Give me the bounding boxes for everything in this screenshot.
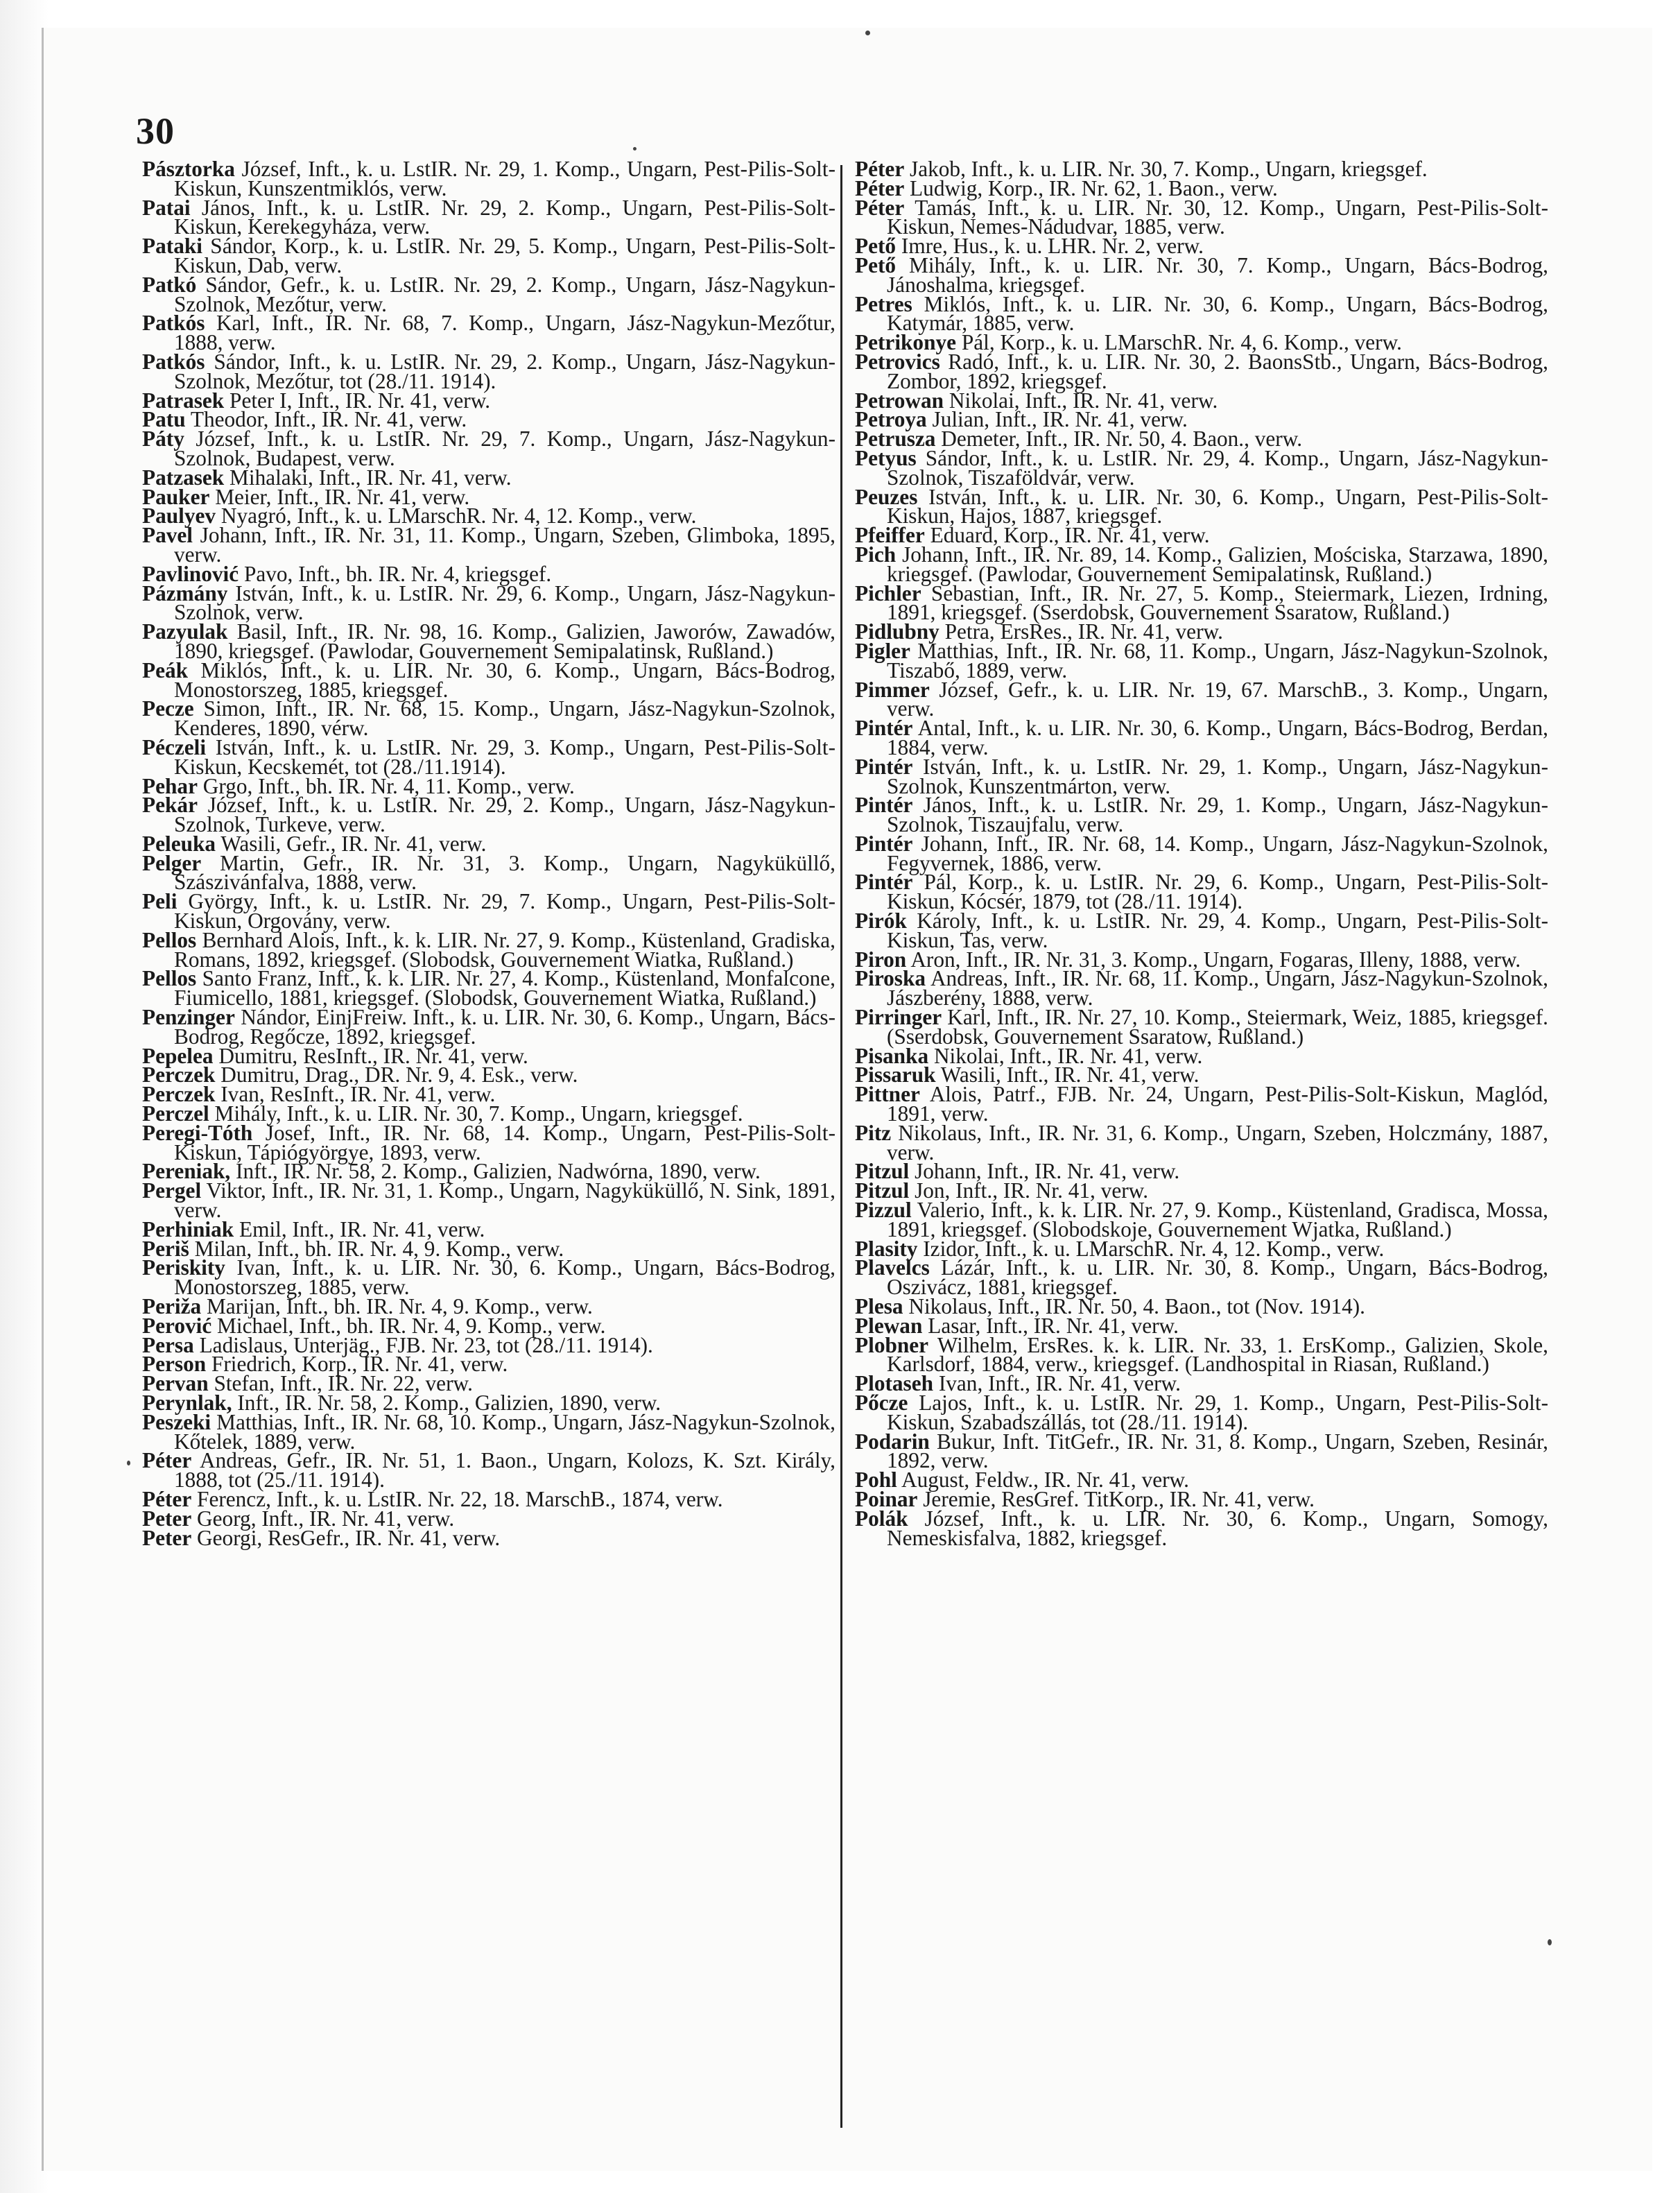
entry-surname: Péczeli [142,734,207,759]
entry-details: Nándor, EinjFreiw. Inft., k. u. LIR. Nr. 30, 6. Komp., Ungarn, Bács-Bodrog, Regőcze, 1892, kriegsgef. [174,1005,836,1049]
entry-surname: Pissaruk [855,1063,936,1087]
register-entry [142,1409,835,1454]
register-entry [855,580,1548,625]
entry-details: Wilhelm, ErsRes. k. k. LIR. Nr. 33, 1. ErsKomp., Galizien, Skole, Karlsdorf, 1884, verw., kriegsgef. (Landhospital in Riasan, Rußland.) [887,1332,1549,1377]
entry-surname: Peter [142,1506,192,1531]
entry-details: Matthias, Inft., IR. Nr. 68, 11. Komp., Ungarn, Jász-Nagykun-Szolnok, Tiszabő, 1889, verw. [887,638,1549,682]
entry-surname: Plesa [855,1294,903,1319]
register-entry [142,966,835,1011]
entry-details: Michael, Inft., bh. IR. Nr. 4, 9. Komp., verw. [217,1313,606,1338]
entry-details: Grgo, Inft., bh. IR. Nr. 4, 11. Komp., verw. [202,773,575,798]
entry-details: János, Inft., k. u. LstIR. Nr. 29, 2. Komp., Ungarn, Pest-Pilis-Solt-Kiskun, Kerekegyháza, verw. [174,195,835,239]
entry-details: Santo Franz, Inft., k. k. LIR. Nr. 27, 4. Komp., Küstenland, Monfalcone, Fiumicello, 1881, kriegsgef. (Slobodsk, Gouvernement Wiatka, Rußland.) [174,966,835,1011]
register-entry [855,1393,1548,1432]
entry-details: István, Inft., k. u. LstIR. Nr. 29, 6. Komp., Ungarn, Jász-Nagykun-Szolnok, verw. [174,580,835,625]
entry-details: Sándor, Korp., k. u. LstIR. Nr. 29, 5. Komp., Ungarn, Pest-Pilis-Solt-Kiskun, Dab, verw. [174,234,835,277]
entry-surname: Person [142,1352,207,1377]
right-column [855,157,1549,1550]
entry-surname: Pereniak, [142,1159,231,1184]
entry-surname: Petyus [855,445,917,470]
entry-details: Bernhard Alois, Inft., k. k. LIR. Nr. 27, 9. Komp., Küstenland, Gradiska, Romans, 1892, kriegsgef. (Slobodsk, Gouvernement Wiatka, Rußland.) [174,927,835,972]
entry-details: Miklós, Inft., k. u. LIR. Nr. 30, 6. Komp., Ungarn, Bács-Bodrog, Katymár, 1885, verw. [887,291,1548,336]
entry-details: Sándor, Inft., k. u. LstIR. Nr. 29, 4. Komp., Ungarn, Jász-Nagykun-Szolnok, Tiszaföldvár, verw. [887,445,1548,490]
register-entry [855,1005,1548,1049]
entry-surname: Penzinger [142,1005,235,1030]
entry-details: Mihalaki, Inft., IR. Nr. 41, verw. [230,465,512,490]
entry-details: Radó, Inft., k. u. LIR. Nr. 30, 2. BaonsStb., Ungarn, Bács-Bodrog, Zombor, 1892, kriegsgef. [887,349,1548,393]
entry-surname: Poinar [855,1486,918,1511]
entry-surname: Persa [142,1332,194,1357]
register-entry [142,234,835,277]
entry-details: Miklós, Inft., k. u. LIR. Nr. 30, 6. Komp., Ungarn, Bács-Bodrog, Monostorszeg, 1885, kriegsgef. [174,657,836,702]
entry-surname: Pervan [142,1371,209,1396]
register-entry [855,911,1548,950]
register-entry [142,580,835,625]
entry-details: Johann, Inft., IR. Nr. 68, 14. Komp., Ungarn, Jász-Nagykun-Szolnok, Fegyvernek, 1886, verw. [887,831,1549,875]
register-entry [142,1525,835,1550]
entry-details: Andreas, Inft., IR. Nr. 68, 11. Komp., Ungarn, Jász-Nagykun-Szolnok, Jászberény, 1888, verw. [887,966,1548,1011]
entry-surname: Pitzul [855,1159,910,1184]
entry-surname: Pőcze [855,1391,908,1415]
entry-details: József, Inft., k. u. LstIR. Nr. 29, 1. Komp., Ungarn, Pest-Pilis-Solt-Kiskun, Kunszentmiklós, verw. [174,157,835,200]
entry-details: Wasili, Gefr., IR. Nr. 41, verw. [220,831,487,856]
entry-surname: Perhiniak [142,1216,234,1241]
entry-surname: Pichler [855,580,921,605]
entry-details: Izidor, Inft., k. u. LMarschR. Nr. 4, 12. Komp., verw. [923,1236,1385,1261]
register-entry [855,966,1548,1011]
entry-surname: Pásztorka [142,157,235,181]
entry-surname: Pergel [142,1178,202,1203]
register-entry [855,677,1549,721]
entry-details: Wasili, Inft., IR. Nr. 41, verw. [940,1063,1200,1087]
register-entry [142,734,835,779]
entry-surname: Péter [855,195,905,220]
entry-details: Jeremie, ResGref. TitKorp., IR. Nr. 41, verw. [923,1486,1315,1511]
register-entry [855,1255,1549,1300]
entry-details: Demeter, Inft., IR. Nr. 50, 4. Baon., verw. [941,427,1303,452]
register-entry [142,793,836,837]
entry-details: Georg, Inft., IR. Nr. 41, verw. [197,1506,455,1531]
entry-details: Johann, Inft., IR. Nr. 89, 14. Komp., Galizien, Mościska, Starzawa, 1890, kriegsgef. (Pawlodar, Gouvernement Semipalatinsk, Rußland.) [887,542,1548,586]
entry-surname: Pataki [142,234,202,259]
entry-surname: Peregi-Tóth [142,1120,253,1145]
entry-surname: Pintér [855,831,913,856]
entry-details: August, Feldw., IR. Nr. 41, verw. [901,1468,1189,1493]
entry-surname: Petrikonye [855,330,957,355]
register-entry [142,1255,836,1300]
entry-details: Aron, Inft., IR. Nr. 31, 3. Komp., Ungarn, Fogaras, Illeny, 1888, verw. [910,947,1521,972]
entry-details: Mihály, Inft., k. u. LIR. Nr. 30, 7. Komp., Ungarn, Bács-Bodrog, Jánoshalma, kriegsgef. [887,252,1548,297]
register-entry [855,1332,1549,1377]
entry-surname: Pető [855,252,897,277]
entry-surname: Pohl [855,1468,897,1493]
register-entry [855,754,1548,798]
register-entry [855,1120,1548,1164]
entry-surname: Periš [142,1236,189,1261]
print-speck [1548,1939,1552,1945]
entry-details: Viktor, Inft., IR. Nr. 31, 1. Komp., Ungarn, Nagyküküllő, N. Sink, 1891, verw. [174,1178,835,1223]
register-entry [855,638,1549,682]
register-entry [855,1082,1548,1126]
entry-details: Pál, Korp., k. u. LstIR. Nr. 29, 6. Komp., Ungarn, Pest-Pilis-Solt-Kiskun, Kócsér, 1879, tot (28./11. 1914). [887,870,1549,914]
entry-details: Johann, Inft., IR. Nr. 41, verw. [915,1159,1180,1184]
entry-surname: Periskity [142,1255,225,1280]
entry-details: Simon, Inft., IR. Nr. 68, 15. Komp., Ungarn, Jász-Nagykun-Szolnok, Kenderes, 1890, vérw. [174,696,835,741]
entry-surname: Péter [142,1448,192,1473]
entry-surname: Pecze [142,696,194,721]
entry-details: Dumitru, Drag., DR. Nr. 9, 4. Esk., verw. [220,1063,578,1087]
entry-details: Sebastian, Inft., IR. Nr. 27, 5. Komp., Steiermark, Liezen, Irdning, 1891, kriegsgef. (Sserdobsk, Gouvernement Ssaratow, Rußland.) [887,580,1548,625]
entry-details: Jon, Inft., IR. Nr. 41, verw. [915,1178,1149,1203]
entry-details: Nyagró, Inft., k. u. LMarschR. Nr. 4, 12. Komp., verw. [220,504,697,528]
entry-surname: Pavel [142,523,193,548]
entry-surname: Peszeki [142,1409,211,1434]
entry-surname: Pidlubny [855,619,939,644]
register-entry [142,850,836,895]
register-entry [855,542,1548,586]
entry-details: Inft., IR. Nr. 58, 2. Komp., Galizien, 1890, verw. [237,1391,661,1415]
register-entry [855,349,1548,393]
register-entry [855,1198,1549,1241]
register-entry [855,831,1549,875]
entry-details: Lasar, Inft., IR. Nr. 41, verw. [928,1313,1179,1338]
entry-details: Basil, Inft., IR. Nr. 98, 16. Komp., Galizien, Jaworów, Zawadów, 1890, kriegsgef. (Pawlodar, Gouvernement Semipalatinsk, Rußland.) [174,619,835,663]
entry-details: Imre, Hus., k. u. LHR. Nr. 2, verw. [901,234,1204,259]
entry-surname: Pellos [142,927,197,952]
entry-details: Ivan, Inft., IR. Nr. 41, verw. [938,1371,1181,1396]
entry-surname: Patkós [142,311,205,336]
print-speck [127,1461,130,1465]
register-entry [855,716,1549,759]
register-entry [142,429,835,468]
register-entry [142,349,835,393]
entry-details: Nikolaus, Inft., IR. Nr. 31, 6. Komp., Ungarn, Szeben, Holczmány, 1887, verw. [887,1120,1548,1164]
entry-details: Valerio, Inft., k. k. LIR. Nr. 27, 9. Komp., Küstenland, Gradisca, Mossa, 1891, kriegsgef. (Slobodskoje, Gouvernement Wjatka, Rußland.) [887,1198,1549,1241]
register-entry [142,311,836,355]
entry-details: Antal, Inft., k. u. LIR. Nr. 30, 6. Komp., Ungarn, Bács-Bodrog, Berdan, 1884, verw. [887,716,1549,759]
entry-details: Bukur, Inft. TitGefr., IR. Nr. 31, 8. Komp., Ungarn, Szeben, Resinár, 1892, verw. [887,1429,1549,1473]
entry-surname: Pepelea [142,1043,214,1068]
entry-surname: Pintér [855,870,913,895]
entry-details: Nikolai, Inft., IR. Nr. 41, verw. [949,388,1218,413]
entry-details: Andreas, Gefr., IR. Nr. 51, 1. Baon., Ungarn, Kolozs, K. Szt. Király, 1888, tot (25./11. 1914). [174,1448,835,1493]
entry-details: Ferencz, Inft., k. u. LstIR. Nr. 22, 18. MarschB., 1874, verw. [197,1486,723,1511]
entry-details: Alois, Patrf., FJB. Nr. 24, Ungarn, Pest-Pilis-Solt-Kiskun, Maglód, 1891, verw. [887,1082,1548,1126]
entry-surname: Periža [142,1294,202,1319]
entry-surname: Peli [142,889,177,914]
register-entry [142,195,835,239]
entry-details: Johann, Inft., IR. Nr. 31, 11. Komp., Ungarn, Szeben, Glimboka, 1895, verw. [174,523,835,567]
entry-details: Stefan, Inft., IR. Nr. 22, verw. [214,1371,473,1396]
register-entry [855,870,1549,914]
entry-details: Pavo, Inft., bh. IR. Nr. 4, kriegsgef. [243,561,552,586]
entry-details: Ladislaus, Unterjäg., FJB. Nr. 23, tot (28./11. 1914). [199,1332,653,1357]
register-entry [142,1448,835,1493]
entry-details: Eduard, Korp., IR. Nr. 41, verw. [930,523,1210,548]
entry-surname: Perynlak, [142,1391,232,1415]
entry-surname: Peák [142,657,189,682]
entry-surname: Perczek [142,1082,216,1107]
entry-details: Meier, Inft., IR. Nr. 41, verw. [215,484,470,509]
entry-details: Dumitru, ResInft., IR. Nr. 41, verw. [218,1043,528,1068]
register-entry [142,696,835,741]
register-entry [142,523,835,567]
entry-surname: Pimmer [855,677,930,702]
entry-details: Milan, Inft., bh. IR. Nr. 4, 9. Komp., verw. [194,1236,564,1261]
entry-details: Peter I, Inft., IR. Nr. 41, verw. [230,388,491,413]
entry-surname: Pintér [855,754,913,779]
entry-surname: Petres [855,291,912,316]
entry-details: József, Inft., k. u. LIR. Nr. 30, 6. Komp., Ungarn, Somogy, Nemeskisfalva, 1882, kriegsgef. [887,1506,1548,1550]
entry-surname: Pirók [855,909,907,934]
entry-details: Julian, Inft., IR. Nr. 41, verw. [932,407,1188,432]
entry-details: Lázár, Inft., k. u. LIR. Nr. 30, 8. Komp., Ungarn, Bács-Bodrog, Oszivácz, 1881, kriegsgef. [887,1255,1549,1300]
page-number: 30 [136,110,175,152]
entry-surname: Pitz [855,1120,892,1145]
entry-surname: Patkó [142,272,197,297]
entry-surname: Pitzul [855,1178,910,1203]
entry-details: Jakob, Inft., k. u. LIR. Nr. 30, 7. Komp., Ungarn, kriegsgef. [910,157,1428,181]
entry-surname: Pellos [142,966,197,991]
entry-surname: Plotaseh [855,1371,934,1396]
register-entry [855,1429,1549,1473]
entry-details: Ludwig, Korp., IR. Nr. 62, 1. Baon., verw. [910,175,1278,200]
print-speck [865,31,870,35]
entry-details: Pál, Korp., k. u. LMarschR. Nr. 4, 6. Komp., verw. [961,330,1402,355]
entry-surname: Patkós [142,349,205,374]
entry-surname: Pintér [855,716,913,741]
entry-surname: Pigler [855,638,910,663]
entry-details: Sándor, Inft., k. u. LstIR. Nr. 29, 2. Komp., Ungarn, Jász-Nagykun-Szolnok, Mezőtur, tot (28./11. 1914). [174,349,835,393]
entry-details: Josef, Inft., IR. Nr. 68, 14. Komp., Ungarn, Pest-Pilis-Solt-Kiskun, Tápiógyörgye, 1893, verw. [174,1120,835,1164]
entry-surname: Pintér [855,793,913,818]
entry-surname: Petrovics [855,349,940,374]
register-entry [142,157,835,200]
entry-surname: Petrusza [855,427,936,452]
entry-details: Emil, Inft., IR. Nr. 41, verw. [239,1216,485,1241]
register-entry [142,927,835,972]
entry-surname: Pehar [142,773,198,798]
entry-surname: Pető [855,234,897,259]
print-speck [633,147,637,150]
entry-details: György, Inft., k. u. LstIR. Nr. 29, 7. Komp., Ungarn, Pest-Pilis-Solt-Kiskun, Orgovány, verw. [174,889,836,934]
entry-details: Ivan, Inft., k. u. LIR. Nr. 30, 6. Komp., Ungarn, Bács-Bodrog, Monostorszeg, 1885, verw. [174,1255,836,1300]
entry-surname: Peleuka [142,831,216,856]
entry-details: Marijan, Inft., bh. IR. Nr. 4, 9. Komp., verw. [206,1294,593,1319]
entry-surname: Plobner [855,1332,929,1357]
entry-details: Mihály, Inft., k. u. LIR. Nr. 30, 7. Komp., Ungarn, kriegsgef. [214,1101,743,1126]
register-entry [855,291,1548,336]
entry-details: István, Inft., k. u. LstIR. Nr. 29, 1. Komp., Ungarn, Jász-Nagykun-Szolnok, Kunszentmárton, verw. [887,754,1548,798]
entry-details: József, Gefr., k. u. LIR. Nr. 19, 67. MarschB., 3. Komp., Ungarn, verw. [887,677,1549,721]
entry-surname: Plasity [855,1236,918,1261]
column-divider [840,165,842,2128]
register-entry [142,889,836,934]
entry-surname: Podarin [855,1429,930,1454]
register-entry [855,793,1548,837]
entry-surname: Pauker [142,484,210,509]
entry-details: Karl, Inft., IR. Nr. 27, 10. Komp., Steiermark, Weiz, 1885, kriegsgef. (Sserdobsk, Gouvernement Ssaratow, Rußland.) [887,1005,1548,1049]
entry-details: József, Inft., k. u. LstIR. Nr. 29, 7. Komp., Ungarn, Jász-Nagykun-Szolnok, Budapest, verw. [174,427,836,470]
entry-details: József, Inft., k. u. LstIR. Nr. 29, 2. Komp., Ungarn, Jász-Nagykun-Szolnok, Turkeve, verw. [174,793,836,837]
entry-surname: Perović [142,1313,212,1338]
entry-details: Lajos, Inft., k. u. LstIR. Nr. 29, 1. Komp., Ungarn, Pest-Pilis-Solt-Kiskun, Szabadszállás, tot (28./11. 1914). [887,1391,1548,1434]
entry-details: Tamás, Inft., k. u. LIR. Nr. 30, 12. Komp., Ungarn, Pest-Pilis-Solt-Kiskun, Nemes-Nádudvar, 1885, verw. [887,195,1548,239]
entry-surname: Pavlinović [142,561,239,586]
register-entry [142,1120,835,1164]
entry-surname: Plewan [855,1313,923,1338]
entry-details: Károly, Inft., k. u. LstIR. Nr. 29, 4. Komp., Ungarn, Pest-Pilis-Solt-Kiskun, Tas, verw. [887,909,1548,952]
entry-surname: Paulyev [142,504,216,528]
register-entry [142,657,836,702]
entry-surname: Pittner [855,1082,920,1107]
entry-surname: Piroska [855,966,926,991]
entry-surname: Péter [855,175,905,200]
entry-details: István, Inft., k. u. LstIR. Nr. 29, 3. Komp., Ungarn, Pest-Pilis-Solt-Kiskun, Kecskemét, tot (28./11.1914). [174,734,835,779]
entry-surname: Peuzes [855,484,918,509]
entry-surname: Péter [142,1486,192,1511]
entry-surname: Patai [142,195,191,220]
entry-details: Nikolaus, Inft., IR. Nr. 50, 4. Baon., tot (Nov. 1914). [908,1294,1365,1319]
register-entry [142,1005,836,1049]
entry-surname: Petrowan [855,388,944,413]
entry-surname: Pazyulak [142,619,228,644]
register-entry [855,1506,1548,1550]
entry-details: Petra, ErsRes., IR. Nr. 41, verw. [944,619,1223,644]
entry-surname: Pizzul [855,1198,912,1223]
entry-surname: Péter [855,157,905,181]
entry-surname: Pázmány [142,580,228,605]
entry-details: István, Inft., k. u. LIR. Nr. 30, 6. Komp., Ungarn, Pest-Pilis-Solt-Kiskun, Hajos, 1887, kriegsgef. [887,484,1549,528]
entry-surname: Polák [855,1506,908,1531]
register-entry [855,195,1548,239]
entry-details: János, Inft., k. u. LstIR. Nr. 29, 1. Komp., Ungarn, Jász-Nagykun-Szolnok, Tiszaujfalu, verw. [887,793,1548,837]
left-column [142,157,836,1550]
register-entry [142,619,835,663]
entry-details: Friedrich, Korp., IR. Nr. 41, verw. [211,1352,508,1377]
entry-surname: Patu [142,407,186,432]
register-entry [855,252,1548,297]
entry-details: Inft., IR. Nr. 58, 2. Komp., Galizien, Nadwórna, 1890, verw. [236,1159,761,1184]
register-entry [855,484,1549,528]
entry-surname: Páty [142,427,184,452]
entry-details: Karl, Inft., IR. Nr. 68, 7. Komp., Ungarn, Jász-Nagykun-Mezőtur, 1888, verw. [174,311,836,355]
entry-surname: Pekár [142,793,198,818]
entry-details: Sándor, Gefr., k. u. LstIR. Nr. 29, 2. Komp., Ungarn, Jász-Nagykun-Szolnok, Mezőtur, verw. [174,272,835,316]
entry-surname: Pisanka [855,1043,929,1068]
entry-details: Nikolai, Inft., IR. Nr. 41, verw. [933,1043,1203,1068]
entry-surname: Pelger [142,850,202,875]
entry-surname: Piron [855,947,907,972]
entry-surname: Patrasek [142,388,225,413]
entry-surname: Petroya [855,407,927,432]
register-entry [855,445,1548,490]
entry-details: Matthias, Inft., IR. Nr. 68, 10. Komp., Ungarn, Jász-Nagykun-Szolnok, Kőtelek, 1889, verw. [174,1409,835,1454]
entry-surname: Plavelcs [855,1255,930,1280]
entry-surname: Perczek [142,1063,216,1087]
entry-surname: Peter [142,1525,192,1550]
entry-surname: Pich [855,542,897,567]
entry-details: Ivan, ResInft., IR. Nr. 41, verw. [220,1082,496,1107]
entry-surname: Pirringer [855,1005,942,1030]
entry-surname: Perczel [142,1101,209,1126]
entry-details: Georgi, ResGefr., IR. Nr. 41, verw. [197,1525,501,1550]
entry-surname: Patzasek [142,465,225,490]
register-entry [142,1178,835,1223]
entry-details: Martin, Gefr., IR. Nr. 31, 3. Komp., Ungarn, Nagyküküllő, Szászivánfalva, 1888, verw. [174,850,836,895]
entry-surname: Pfeiffer [855,523,925,548]
entry-details: Theodor, Inft., IR. Nr. 41, verw. [190,407,467,432]
register-entry [142,272,835,316]
